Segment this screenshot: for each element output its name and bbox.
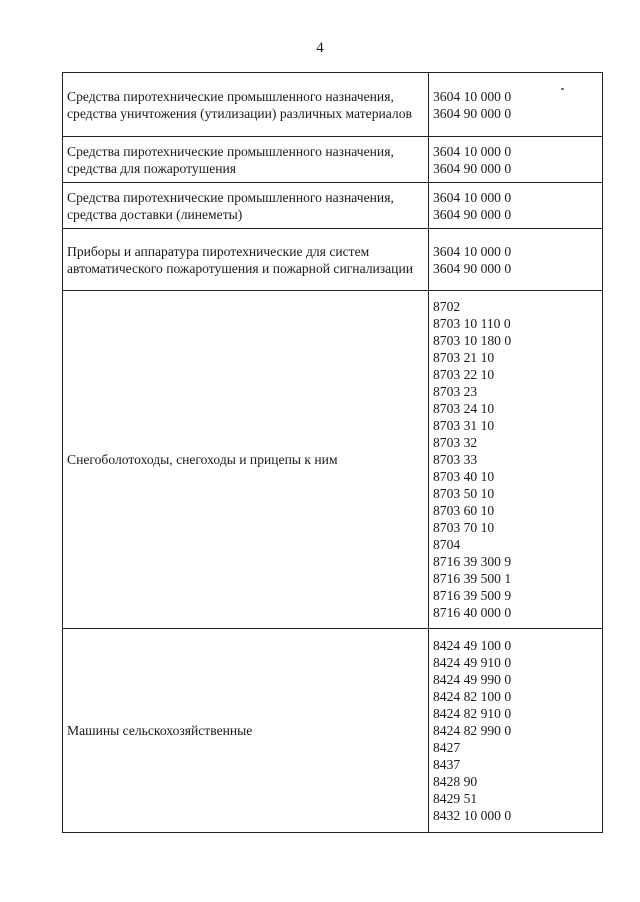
tnved-code: 8703 32 <box>433 435 478 450</box>
tnved-code: 3604 10 000 0 <box>433 143 512 159</box>
tnved-code: 3604 10 000 0 <box>433 243 512 259</box>
tnved-code: 8437 <box>433 757 461 772</box>
product-name: Средства пиротехнические промышленного назначения, средства для пожаротушения <box>67 143 394 176</box>
product-name-cell <box>63 137 429 183</box>
tnved-code: 8424 49 990 0 <box>433 672 512 687</box>
tnved-code: 3604 90 000 0 <box>433 260 512 276</box>
tnved-codes-cell <box>429 73 603 137</box>
tnved-code: 8703 31 10 <box>433 418 495 433</box>
tnved-codes-cell <box>429 137 603 183</box>
tnved-code: 8424 49 100 0 <box>433 638 512 653</box>
product-name-cell <box>63 229 429 291</box>
table-row <box>63 229 603 291</box>
tnved-code: 3604 10 000 0 <box>433 189 512 205</box>
tnved-code: 8704 <box>433 537 461 552</box>
tnved-code: 3604 90 000 0 <box>433 160 512 176</box>
tnved-code: 8716 40 000 0 <box>433 605 512 620</box>
tnved-code: 3604 90 000 0 <box>433 206 512 222</box>
table-row <box>63 629 603 833</box>
tnved-code: 8424 82 910 0 <box>433 706 512 721</box>
tnved-code: 8703 33 <box>433 452 478 467</box>
tnved-code: 8716 39 300 9 <box>433 554 512 569</box>
product-name-cell <box>63 183 429 229</box>
tnved-code: 8703 10 110 0 <box>433 316 511 331</box>
tnved-code: 8716 39 500 1 <box>433 571 512 586</box>
product-name-cell <box>63 73 429 137</box>
tnved-code: 8703 10 180 0 <box>433 333 512 348</box>
goods-table-body <box>63 73 603 833</box>
tnved-code: 3604 90 000 0 <box>433 105 512 121</box>
tnved-codes-cell <box>429 229 603 291</box>
goods-table <box>62 72 603 833</box>
tnved-code: 8703 40 10 <box>433 469 495 484</box>
tnved-code: 8716 39 500 9 <box>433 588 512 603</box>
tnved-code: 8703 60 10 <box>433 503 495 518</box>
product-name: Средства пиротехнические промышленного назначения, средства уничтожения (утилизации) различных материалов <box>67 88 412 121</box>
tnved-code: 8703 24 10 <box>433 401 495 416</box>
tnved-code: 8424 82 100 0 <box>433 689 512 704</box>
tnved-code: 8427 <box>433 740 461 755</box>
product-name: Машины сельскохозяйственные <box>67 723 253 738</box>
tnved-code: 8429 51 <box>433 791 478 806</box>
table-row <box>63 291 603 629</box>
product-name: Средства пиротехнические промышленного назначения, средства доставки (линеметы) <box>67 189 394 222</box>
tnved-code: 8702 <box>433 299 461 314</box>
tnved-code: 8703 22 10 <box>433 367 495 382</box>
tnved-code: 3604 10 000 0 <box>433 88 512 104</box>
product-name: Приборы и аппаратура пиротехнические для систем автоматического пожаротушения и пожарной сигнализации <box>67 243 414 276</box>
tnved-code: 8428 90 <box>433 774 478 789</box>
tnved-code: 8424 49 910 0 <box>433 655 512 670</box>
table-row <box>63 183 603 229</box>
tnved-codes-cell <box>429 629 603 833</box>
tnved-codes-cell <box>429 291 603 629</box>
product-name-cell <box>63 629 429 833</box>
tnved-code: 8424 82 990 0 <box>433 723 512 738</box>
tnved-code: 8703 50 10 <box>433 486 495 501</box>
product-name-cell <box>63 291 429 629</box>
page-number: 4 <box>316 40 324 56</box>
tnved-code: 8703 23 <box>433 384 478 399</box>
table-row <box>63 137 603 183</box>
tnved-code: 8703 70 10 <box>433 520 495 535</box>
tnved-code: 8432 10 000 0 <box>433 808 512 823</box>
tnved-code: 8703 21 10 <box>433 350 495 365</box>
table-row <box>63 73 603 137</box>
tnved-codes-cell <box>429 183 603 229</box>
product-name: Снегоболотоходы, снегоходы и прицепы к ним <box>67 452 338 467</box>
